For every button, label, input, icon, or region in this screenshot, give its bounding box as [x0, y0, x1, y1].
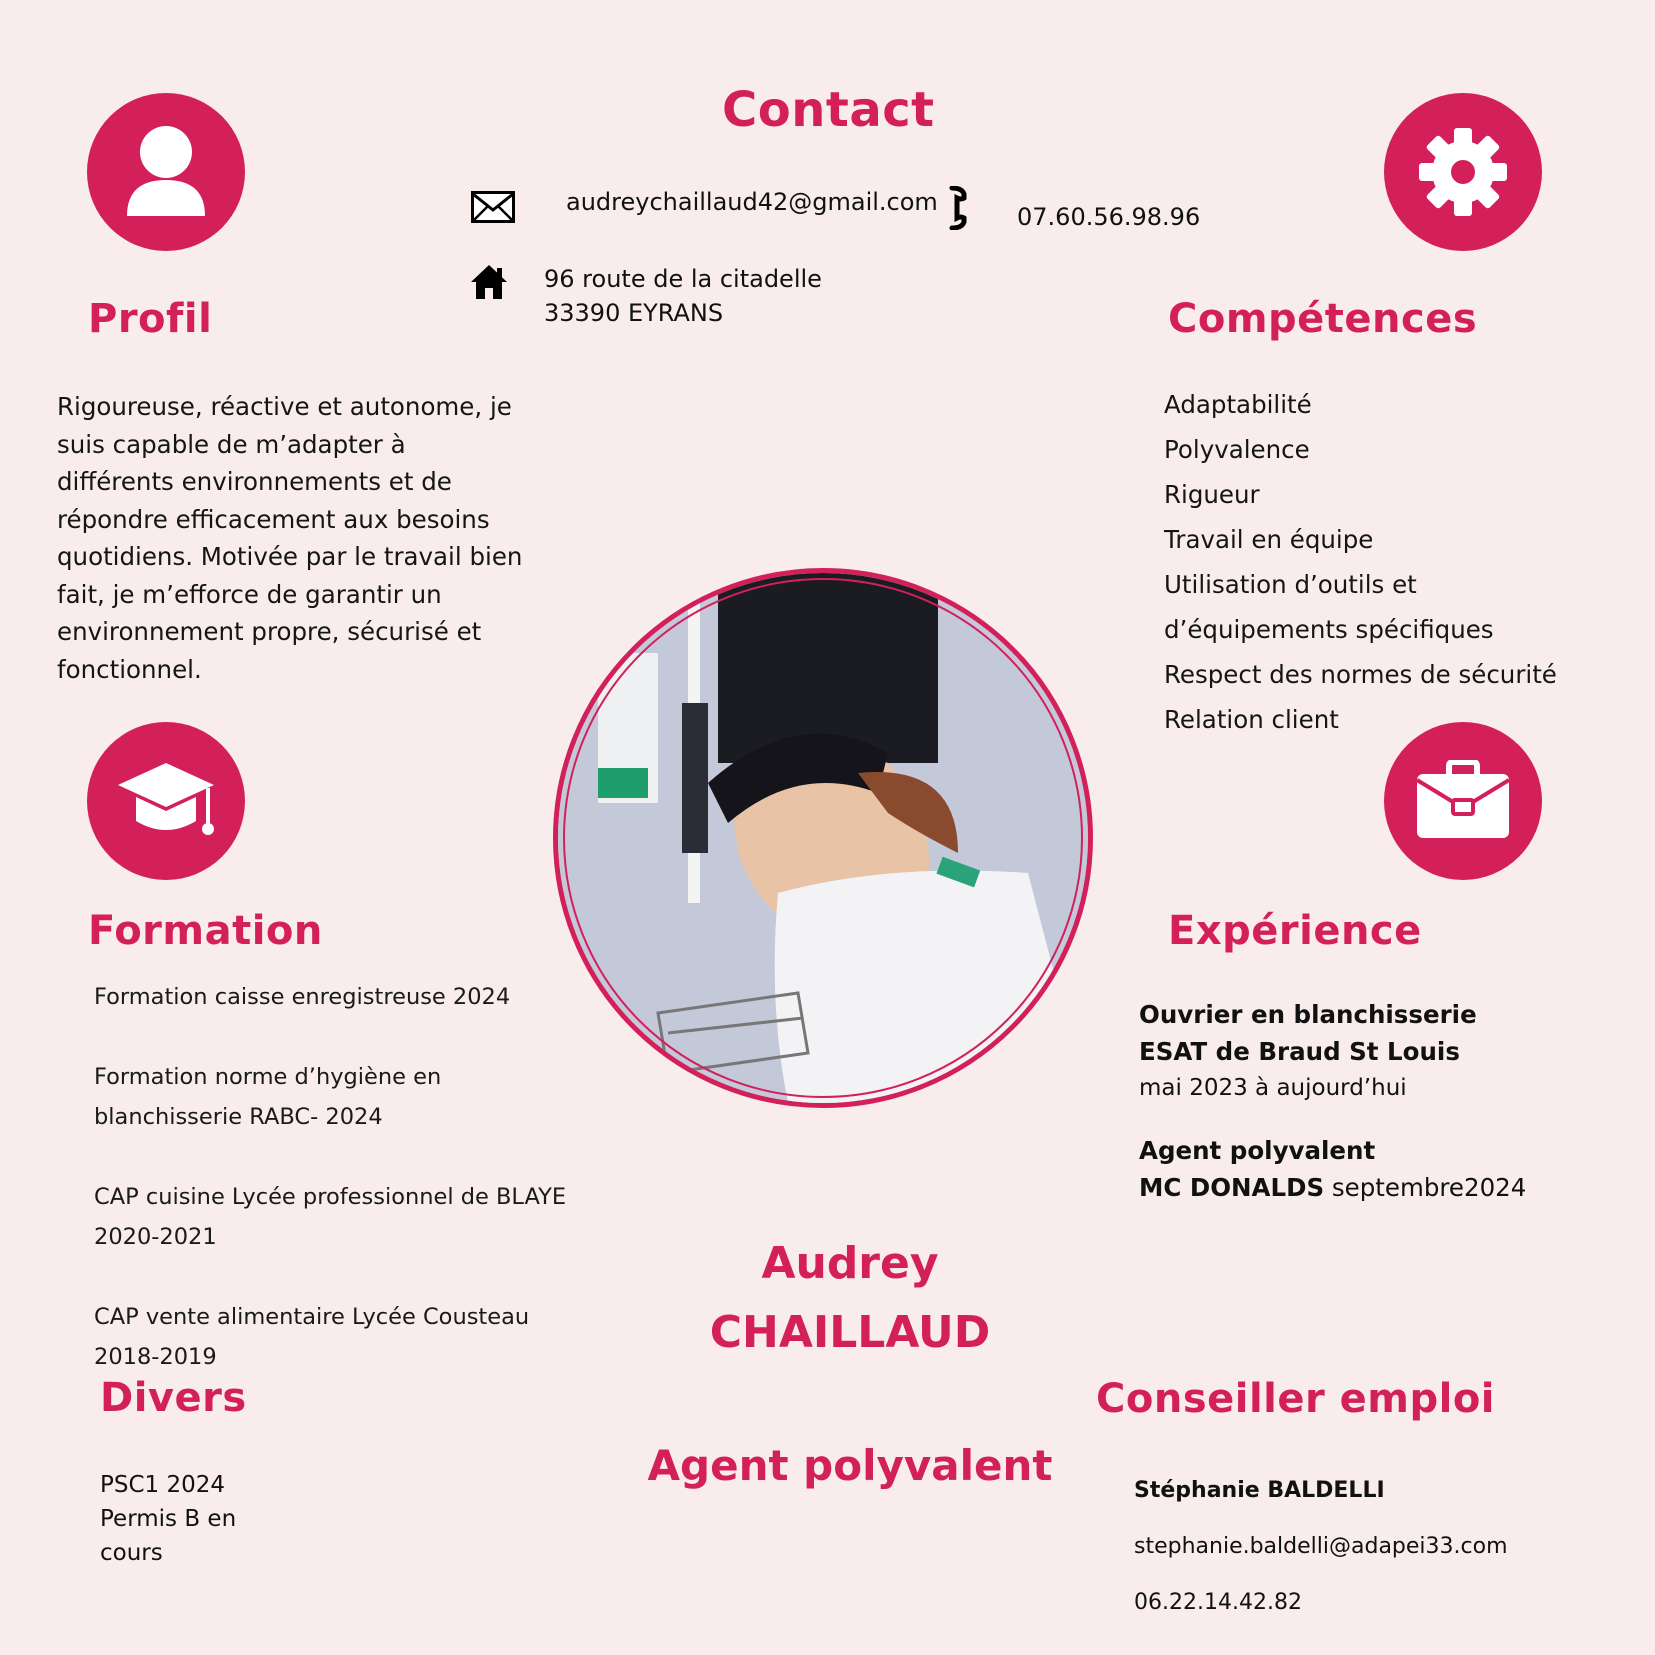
envelope-icon — [471, 191, 515, 227]
competences-heading: Compétences — [1168, 296, 1478, 342]
home-icon — [469, 263, 509, 305]
competence-item: Polyvalence — [1164, 435, 1310, 464]
profil-heading: Profil — [88, 296, 213, 342]
briefcase-icon — [1384, 722, 1542, 880]
job-employer-line — [1139, 1169, 1526, 1206]
conseiller-phone[interactable]: 06.22.14.42.82 — [1134, 1590, 1302, 1615]
divers-item: Permis B en — [100, 1506, 237, 1532]
formation-item — [94, 1177, 574, 1257]
job-title: Ouvrier en blanchisserie — [1139, 1000, 1477, 1029]
job-title: Agent polyvalent — [1139, 1136, 1376, 1165]
competence-item: Travail en équipe — [1164, 525, 1374, 554]
competence-item: Respect des normes de sécurité — [1164, 660, 1557, 689]
conseiller-heading: Conseiller emploi — [1096, 1376, 1496, 1422]
divers-item: PSC1 2024 — [100, 1472, 226, 1498]
formation-line: CAP vente alimentaire Lycée Cousteau — [94, 1304, 530, 1330]
first-name: Audrey — [761, 1238, 939, 1289]
competence-item: Adaptabilité — [1164, 390, 1312, 419]
job-employer: MC DONALDS — [1139, 1173, 1325, 1202]
address-line1: 96 route de la citadelle — [544, 265, 822, 293]
competences-list — [1164, 382, 1557, 742]
address-line2: 33390 EYRANS — [544, 299, 724, 327]
competence-item: Utilisation d’outils et — [1164, 570, 1417, 599]
divers-item: cours — [100, 1540, 163, 1566]
profil-text: Rigoureuse, réactive et autonome, je suis capable de m’adapter à différents environnements et de répondre efficacement aux besoins quotidiens. Motivée par le travail bien fait, je m’efforce de garantir un environnement propre, sécurisé et fonctionnel. — [57, 392, 523, 684]
user-icon — [87, 93, 245, 251]
divers-list — [100, 1468, 236, 1570]
formation-list — [94, 977, 574, 1377]
conseiller-name: Stéphanie BALDELLI — [1134, 1478, 1385, 1503]
formation-item — [94, 1057, 574, 1137]
job-item — [1139, 1132, 1526, 1206]
job-employer: ESAT de Braud St Louis — [1139, 1037, 1460, 1066]
competence-item: Rigueur — [1164, 480, 1260, 509]
formation-item — [94, 1297, 574, 1377]
contact-heading: Contact — [722, 82, 935, 138]
profile-photo — [553, 568, 1093, 1108]
contact-address — [544, 262, 822, 330]
contact-email[interactable]: audreychaillaud42@gmail.com — [566, 188, 938, 216]
competence-item: Relation client — [1164, 705, 1339, 734]
competence-item: d’équipements spécifiques — [1164, 615, 1494, 644]
formation-line: Formation caisse enregistreuse 2024 — [94, 984, 511, 1010]
phone-icon — [948, 186, 968, 234]
gear-icon — [1384, 93, 1542, 251]
formation-heading: Formation — [88, 908, 323, 954]
experience-heading: Expérience — [1168, 908, 1422, 954]
job-period: septembre2024 — [1324, 1173, 1527, 1202]
job-item — [1139, 996, 1526, 1107]
graduation-cap-icon — [87, 722, 245, 880]
last-name: CHAILLAUD — [709, 1307, 991, 1358]
formation-line: Formation norme d’hygiène en — [94, 1064, 442, 1090]
contact-phone[interactable]: 07.60.56.98.96 — [1017, 203, 1201, 231]
divers-heading: Divers — [100, 1375, 247, 1421]
formation-line: 2020-2021 — [94, 1224, 217, 1250]
job-period: mai 2023 à aujourd’hui — [1139, 1075, 1407, 1101]
job-title-main: Agent polyvalent — [647, 1441, 1053, 1490]
conseiller-email[interactable]: stephanie.baldelli@adapei33.com — [1134, 1534, 1508, 1559]
formation-line: 2018-2019 — [94, 1344, 217, 1370]
formation-line: CAP cuisine Lycée professionnel de BLAYE — [94, 1184, 567, 1210]
formation-line: blanchisserie RABC- 2024 — [94, 1104, 383, 1130]
formation-item — [94, 977, 574, 1017]
experience-list — [1139, 996, 1526, 1206]
